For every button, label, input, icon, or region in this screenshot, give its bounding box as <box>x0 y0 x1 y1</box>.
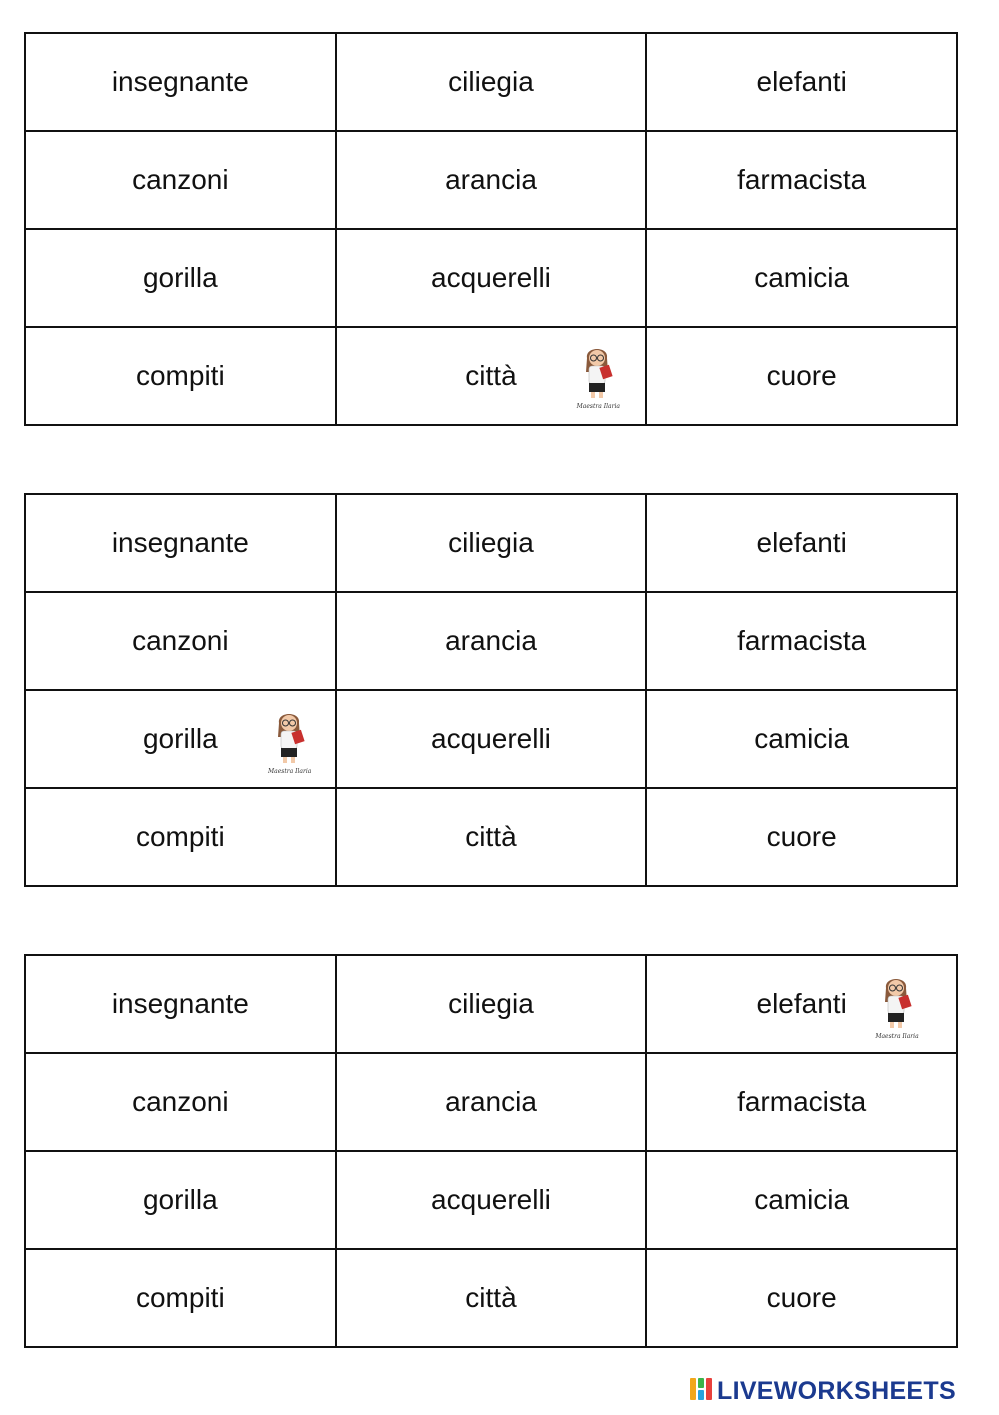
word: acquerelli <box>431 1184 551 1215</box>
word: farmacista <box>737 164 867 195</box>
word-cell <box>646 1151 957 1249</box>
word: gorilla <box>142 1184 218 1215</box>
word-cell <box>336 1151 647 1249</box>
word-cell <box>646 229 957 327</box>
word-cell <box>646 131 957 229</box>
word: canzoni <box>132 1086 229 1117</box>
word: cuore <box>766 360 837 391</box>
word-cell <box>25 131 336 229</box>
table-row <box>25 592 957 690</box>
word: ciliegia <box>448 527 534 558</box>
word: ciliegia <box>448 66 534 97</box>
table-row <box>25 1249 957 1347</box>
word: gorilla <box>142 723 218 754</box>
word-cell <box>336 788 647 886</box>
word-cell <box>25 327 336 425</box>
liveworksheets-logo-icon <box>689 1377 713 1406</box>
word-cell <box>336 955 647 1053</box>
word: città <box>465 1282 517 1313</box>
word-cell <box>25 690 336 788</box>
word-cell <box>25 1053 336 1151</box>
word: cuore <box>766 821 837 852</box>
word-cell <box>336 690 647 788</box>
word-cell <box>646 33 957 131</box>
word: elefanti <box>756 988 847 1019</box>
table-row <box>25 1053 957 1151</box>
word: farmacista <box>737 625 867 656</box>
word: camicia <box>754 262 850 293</box>
word-table-2 <box>24 493 958 887</box>
table-row <box>25 229 957 327</box>
teacher-avatar-icon <box>573 342 623 408</box>
word-cell <box>25 1151 336 1249</box>
word-cell <box>646 1249 957 1347</box>
word-table-3 <box>24 954 958 1348</box>
word-cell <box>646 327 957 425</box>
brand-name: LIVEWORKSHEETS <box>717 1376 956 1405</box>
word: canzoni <box>132 164 229 195</box>
table-row <box>25 33 957 131</box>
word-cell <box>25 788 336 886</box>
word: farmacista <box>737 1086 867 1117</box>
word: cuore <box>766 1282 837 1313</box>
word-cell <box>336 131 647 229</box>
word: elefanti <box>756 66 847 97</box>
teacher-signature: Maestra Ilaria <box>576 403 620 410</box>
table-row <box>25 494 957 592</box>
table-row <box>25 131 957 229</box>
word-cell <box>25 494 336 592</box>
word: città <box>465 360 517 391</box>
word-cell <box>336 592 647 690</box>
word-cell <box>336 327 647 425</box>
word: insegnante <box>111 527 249 558</box>
word-cell <box>336 1249 647 1347</box>
word: acquerelli <box>431 723 551 754</box>
word-cell <box>25 33 336 131</box>
word: camicia <box>754 1184 850 1215</box>
word: camicia <box>754 723 850 754</box>
word-cell <box>646 788 957 886</box>
word: arancia <box>445 625 537 656</box>
word: canzoni <box>132 625 229 656</box>
word: compiti <box>135 821 225 852</box>
word: gorilla <box>142 262 218 293</box>
word: arancia <box>445 164 537 195</box>
liveworksheets-brand[interactable] <box>689 1376 956 1406</box>
word: acquerelli <box>431 262 551 293</box>
word-cell <box>646 592 957 690</box>
word: città <box>465 821 517 852</box>
table-row <box>25 690 957 788</box>
word: compiti <box>135 1282 225 1313</box>
word-cell <box>646 1053 957 1151</box>
table-row <box>25 327 957 425</box>
word: arancia <box>445 1086 537 1117</box>
word-cell <box>646 955 957 1053</box>
word-cell <box>25 955 336 1053</box>
teacher-signature: Maestra Ilaria <box>875 1033 919 1040</box>
word: compiti <box>135 360 225 391</box>
word: elefanti <box>756 527 847 558</box>
word-cell <box>646 494 957 592</box>
table-row <box>25 788 957 886</box>
word-table-1 <box>24 32 958 426</box>
word-cell <box>646 690 957 788</box>
table-row <box>25 955 957 1053</box>
word-cell <box>336 1053 647 1151</box>
word-cell <box>25 229 336 327</box>
teacher-signature: Maestra Ilaria <box>267 768 312 775</box>
word-cell <box>25 592 336 690</box>
word: ciliegia <box>448 988 534 1019</box>
word-cell <box>336 229 647 327</box>
word: insegnante <box>111 988 249 1019</box>
table-row <box>25 1151 957 1249</box>
word-cell <box>336 33 647 131</box>
word-cell <box>336 494 647 592</box>
teacher-avatar-icon <box>872 972 922 1038</box>
word-cell <box>25 1249 336 1347</box>
teacher-avatar-icon <box>265 707 315 773</box>
word: insegnante <box>111 66 249 97</box>
